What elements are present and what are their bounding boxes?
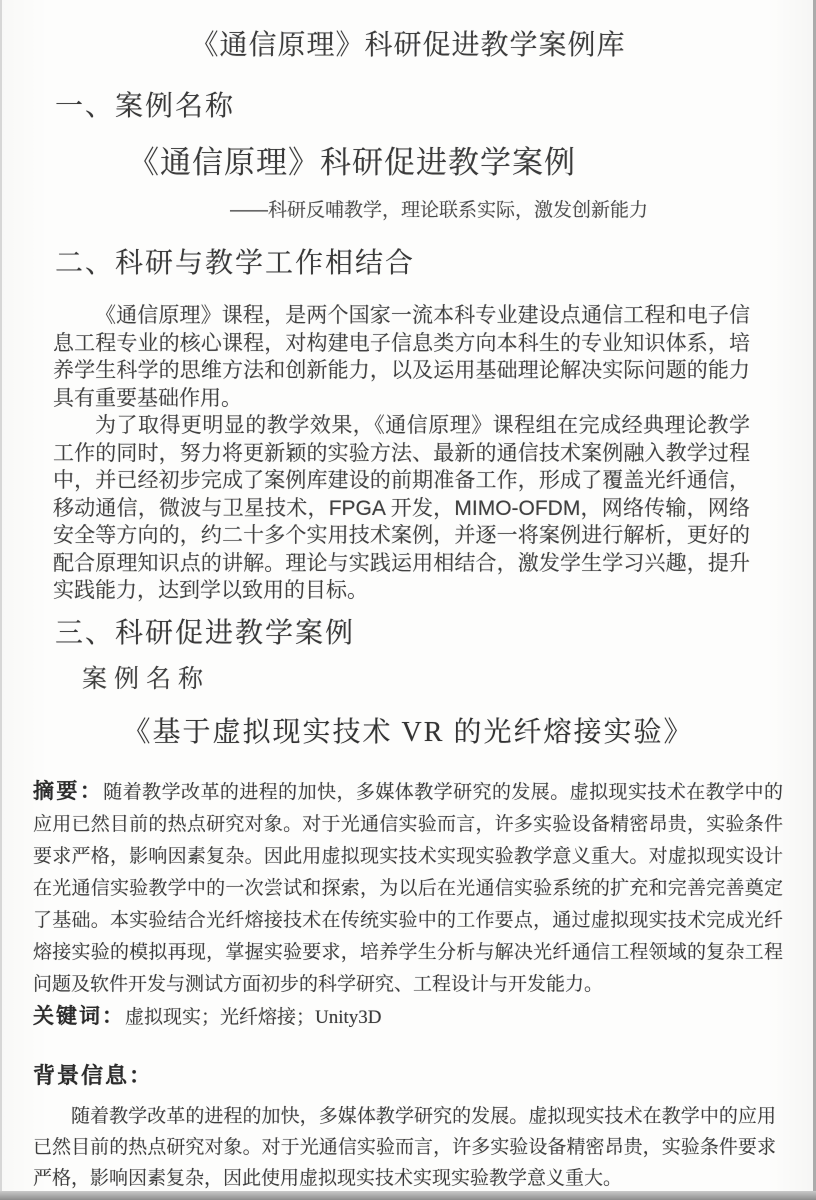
document-title: 《通信原理》科研促进教学案例库 xyxy=(190,29,626,60)
background-paragraph: 随着教学改革的进程的加快，多媒体教学研究的发展。虚拟现实技术在教学中的应用已然目前的热点研究对象。对于光通信实验而言，许多实验设备精密昂贵，实验条件要求严格，影响因素复杂，因此使用虚拟现实技术实现实验教学意义重大。 xyxy=(33,1105,776,1189)
abstract-text: 随着教学改革的进程的加快，多媒体教学研究的发展。虚拟现实技术在教学中的应用已然目前的热点研究对象。对于光通信实验而言，许多实验设备精密昂贵，实验条件要求严格，影响因素复杂。因此用虚拟现实技术实现实验教学意义重大。对虚拟现实设计在光通信实验教学中的一次尝试和探索，为以后在光通信实验系统的扩充和完善完善奠定了基础。本实验结合光纤熔接技术在传统实验中的工作要点，通过虚拟现实技术完成光纤熔接实验的模拟再现，掌握实验要求，培养学生分析与解决光纤通信工程领域的复杂工程问题及软件开发与测试方面初步的科学研究、工程设计与开发能力。 xyxy=(33,781,783,995)
keywords-line xyxy=(33,1001,783,1033)
section-2-paragraph-2: 为了取得更明显的教学效果，《通信原理》课程组在完成经典理论教学工作的同时，努力将更新颖的实验方法、最新的通信技术案例融入教学过程中，并已经初步完成了案例库建设的前期准备工作，形成了覆盖光纤通信，移动通信，微波与卫星技术，FPGA 开发，MIMO-OFDM，网络传输，网络安全等方向的，约二十多个实用技术案例，并逐一将案例进行解析，更好的配合原理知识点的讲解。理论与实践运用相结合，激发学生学习兴趣，提升实践能力，达到学以致用的目标。 xyxy=(53,414,750,602)
section-1-heading: 一、案例名称 xyxy=(55,90,236,121)
abstract-paragraph xyxy=(33,775,783,1001)
background-heading: 背景信息： xyxy=(33,1062,154,1088)
abstract-label: 摘要： xyxy=(33,778,104,803)
scan-edge-bottom-strip xyxy=(0,1191,816,1200)
case-name-label: 案例名称 xyxy=(82,665,211,693)
section-3-heading: 三、科研促进教学案例 xyxy=(55,616,356,648)
section-1-case-name: 《通信原理》科研促进教学案例 xyxy=(128,145,576,180)
section-1-tagline: ——科研反哺教学，理论联系实际，激发创新能力 xyxy=(230,200,649,221)
section-2-paragraph-1: 《通信原理》课程，是两个国家一流本科专业建设点通信工程和电子信息工程专业的核心课程，对构建电子信息类方向本科生的专业知识体系，培养学生科学的思维方法和创新能力，以及运用基础理论解决实际问题的能力具有重要基础作用。 xyxy=(53,304,750,410)
scan-edge-left xyxy=(0,0,2,1200)
section-2-heading: 二、科研与教学工作相结合 xyxy=(55,247,416,278)
keywords-text: 虚拟现实；光纤熔接；Unity3D xyxy=(125,1006,382,1028)
case-title: 《基于虚拟现实技术 VR 的光纤熔接实验》 xyxy=(122,716,694,748)
keywords-label: 关键词： xyxy=(33,1003,125,1028)
